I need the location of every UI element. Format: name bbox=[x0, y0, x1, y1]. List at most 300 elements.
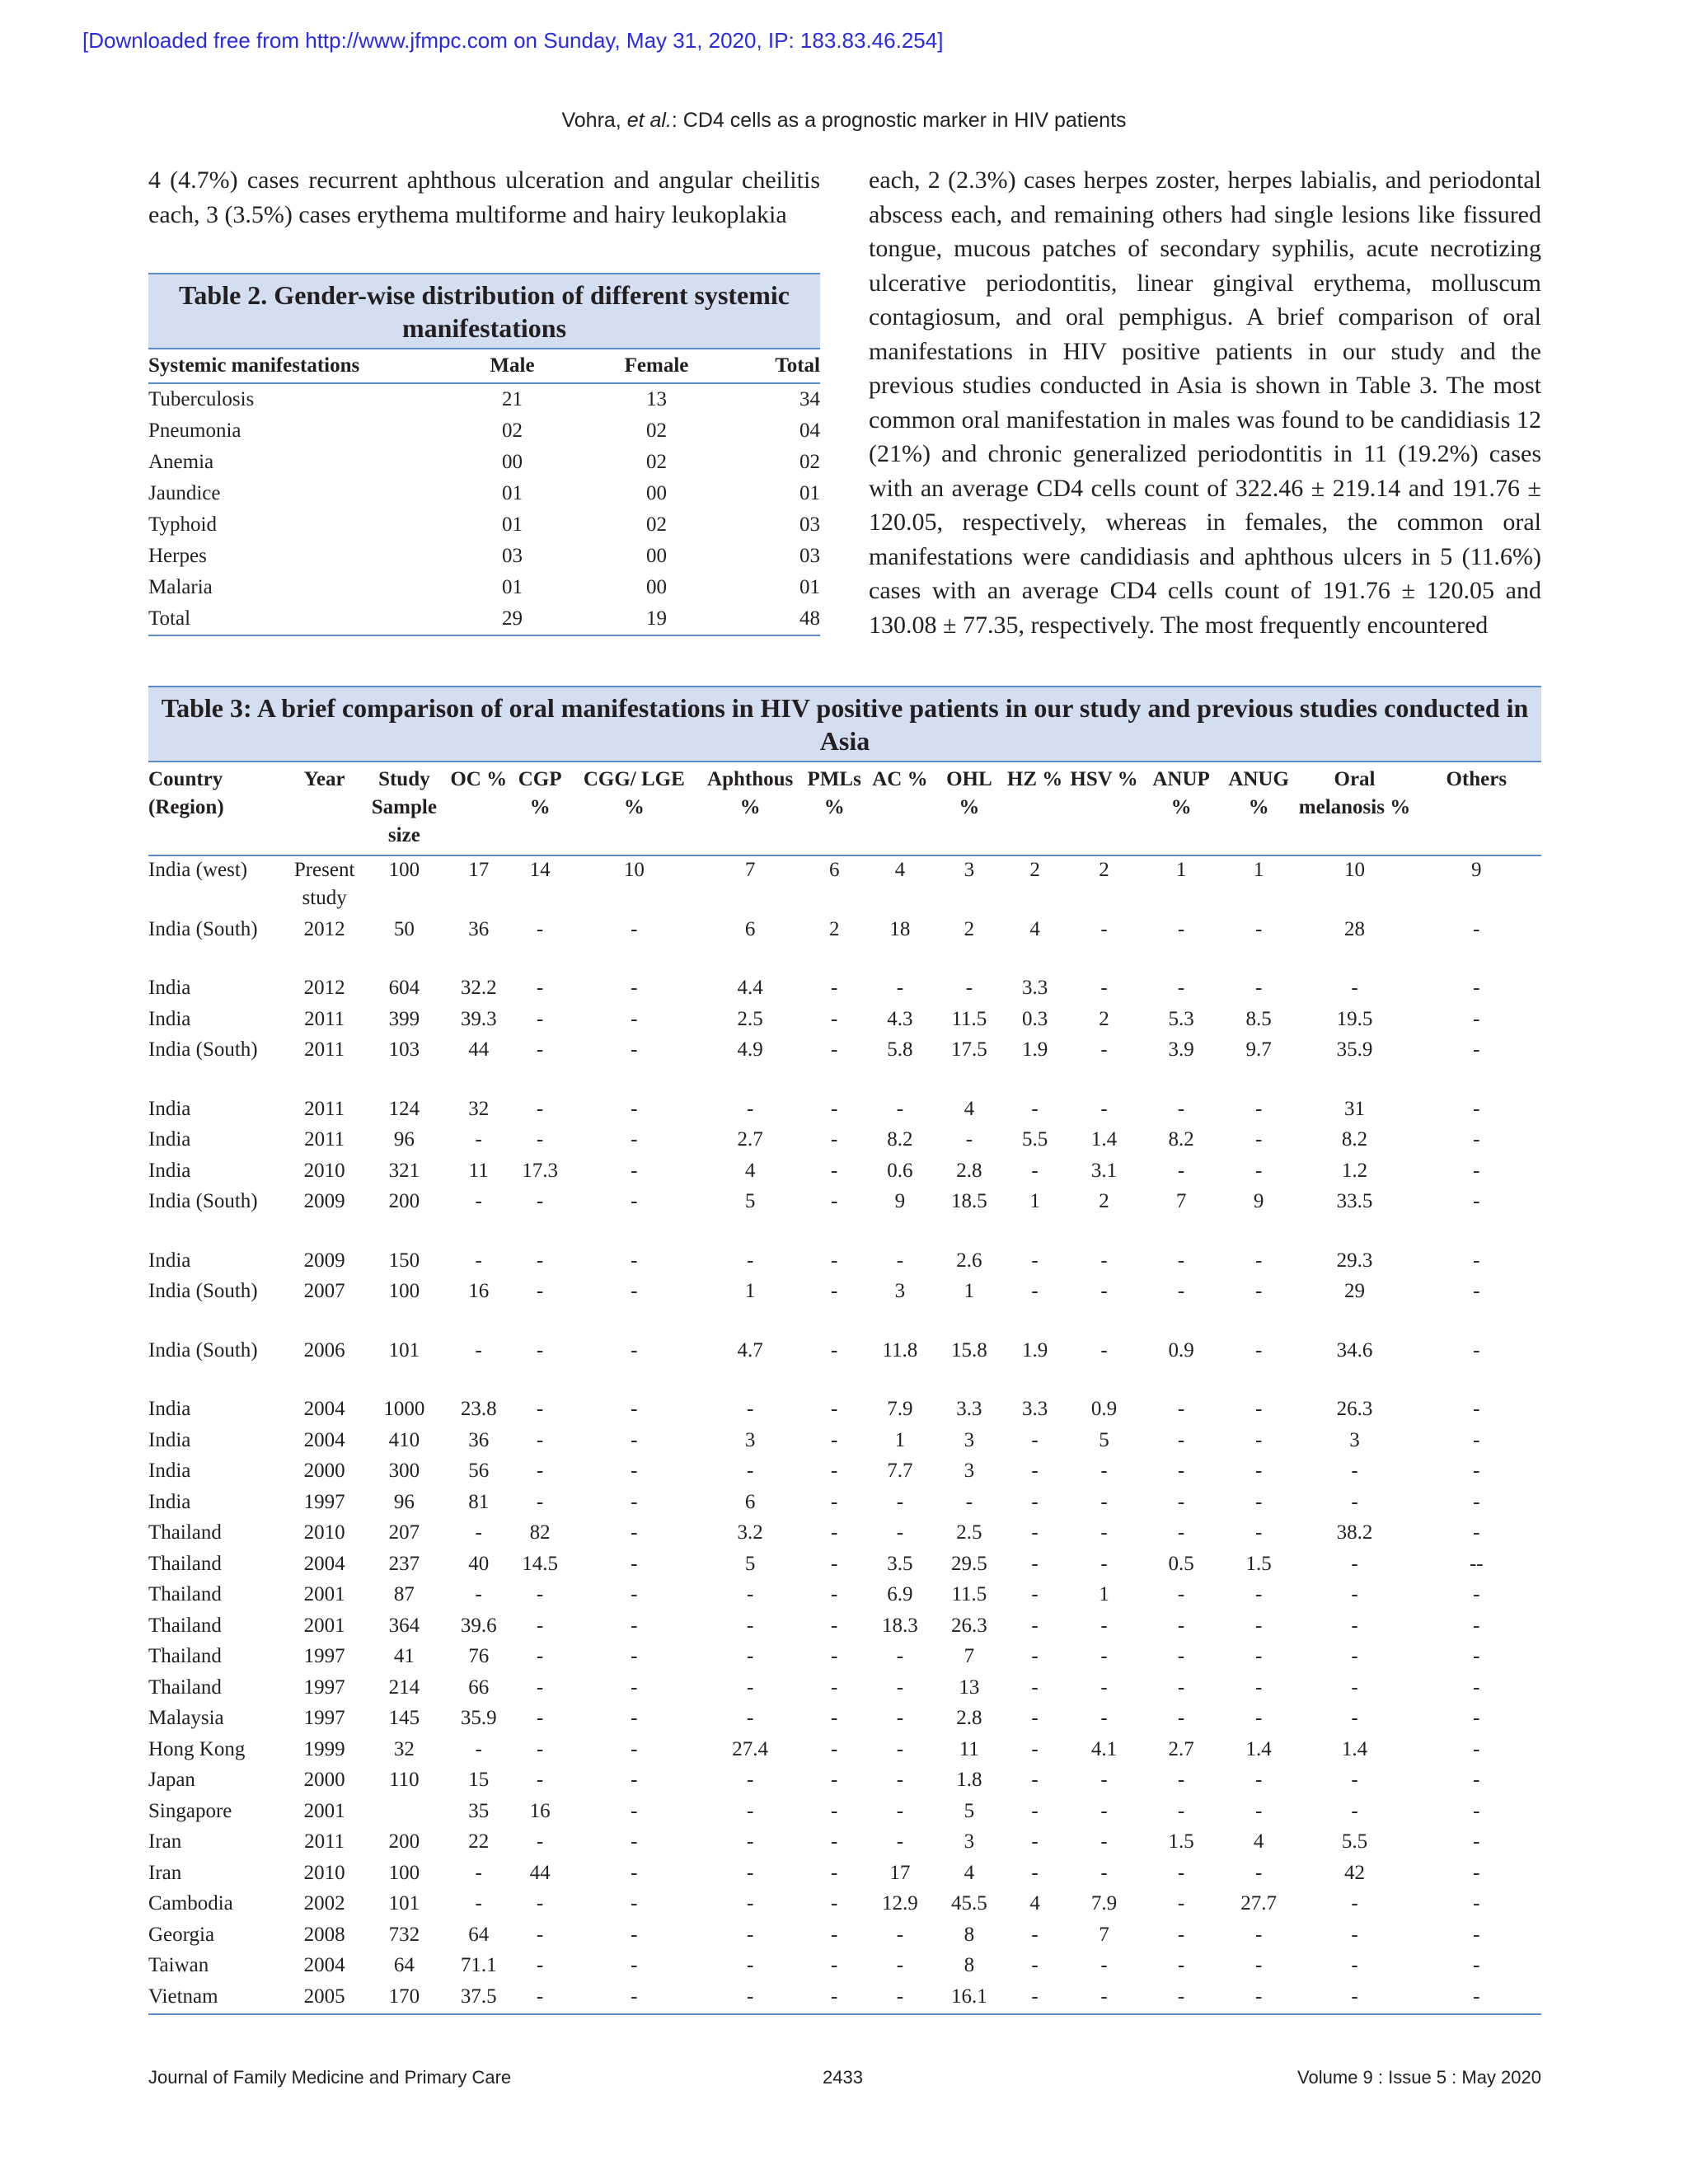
table-3-cell: - bbox=[896, 1490, 904, 1513]
table-3-cell: - bbox=[536, 1892, 544, 1915]
table-3-row bbox=[148, 1488, 1541, 1520]
table-3-cell: - bbox=[1473, 1097, 1480, 1120]
table-3-row bbox=[148, 974, 1541, 1005]
table-3-cell: - bbox=[1473, 1830, 1480, 1853]
table-3-cell: -- bbox=[1469, 1552, 1484, 1575]
table-3-cell: 9 bbox=[1471, 859, 1482, 881]
table-3-cell: 4.4 bbox=[737, 977, 763, 999]
table-3-cell: - bbox=[631, 1428, 638, 1451]
table-3-cell: - bbox=[1473, 1338, 1480, 1361]
table-3-cell: - bbox=[631, 1249, 638, 1272]
table-3-cell: - bbox=[1100, 1552, 1108, 1575]
table-3-cell: 7 bbox=[1099, 1923, 1109, 1946]
table-3-cell: - bbox=[536, 1428, 544, 1451]
table-3-cell: 3.1 bbox=[1090, 1159, 1118, 1182]
table-3-cell: - bbox=[1100, 1675, 1108, 1699]
table-3-cell: 4.3 bbox=[887, 1007, 913, 1030]
table-3-cell: 4 bbox=[1029, 917, 1040, 940]
table-3-cell: - bbox=[475, 1861, 482, 1884]
table-3-cell: - bbox=[965, 977, 973, 999]
table-3-cell: - bbox=[831, 1830, 838, 1853]
table-3-cell: 5 bbox=[1099, 1428, 1109, 1451]
table-3-cell: - bbox=[536, 1190, 544, 1212]
table-3-cell: - bbox=[896, 1521, 904, 1544]
table-3-cell: 28 bbox=[1344, 917, 1365, 940]
table-3-cell: 18 bbox=[889, 917, 911, 940]
table-3-cell: - bbox=[896, 1799, 904, 1822]
table-3-cell: 3.3 bbox=[1021, 977, 1048, 999]
table-3-cell: India (west) bbox=[148, 859, 248, 881]
table-3-cell: - bbox=[1254, 1583, 1263, 1605]
table-3-cell: - bbox=[1473, 1428, 1480, 1451]
table-3-cell: 7.7 bbox=[887, 1460, 913, 1482]
table-3-cell: 40 bbox=[468, 1552, 490, 1575]
table-2-cell: 21 bbox=[502, 388, 523, 410]
table-3-cell: - bbox=[747, 1583, 754, 1605]
table-3-cell: 1997 bbox=[303, 1675, 345, 1699]
table-3-header: Country (Region) bbox=[148, 762, 288, 855]
table-3-row bbox=[148, 1859, 1541, 1891]
table-3-row bbox=[148, 1890, 1541, 1921]
table-3-cell: - bbox=[1177, 1159, 1185, 1182]
table-3-cell: 10 bbox=[1344, 859, 1365, 881]
table-3-row bbox=[148, 1427, 1541, 1458]
table-3-cell: - bbox=[536, 1460, 544, 1482]
table-3-cell: 1 bbox=[1029, 1190, 1040, 1212]
table-3-cell: - bbox=[1100, 1521, 1108, 1544]
table-3-cell: 3 bbox=[744, 1428, 756, 1451]
table-3-cell: - bbox=[1100, 1830, 1108, 1853]
table-3-cell: - bbox=[1473, 1460, 1480, 1482]
table-3-cell: - bbox=[631, 1398, 638, 1420]
table-3-cell: 19.5 bbox=[1336, 1007, 1373, 1030]
table-3-cell: - bbox=[831, 1675, 838, 1699]
table-3-cell: 2011 bbox=[304, 1007, 345, 1030]
table-2-cell: 03 bbox=[799, 545, 820, 567]
table-3-cell: - bbox=[896, 1675, 904, 1699]
table-3-cell: 32 bbox=[393, 1737, 415, 1760]
table-2-row bbox=[148, 447, 820, 478]
table-3-cell: - bbox=[1254, 1280, 1263, 1302]
table-3-cell: 8.5 bbox=[1245, 1007, 1272, 1030]
table-3-cell: India bbox=[148, 1398, 191, 1420]
table-3-cell: - bbox=[1351, 1769, 1358, 1791]
table-3-cell: - bbox=[1473, 1861, 1480, 1884]
table-3-cell: India bbox=[148, 1460, 191, 1482]
table-3-cell: - bbox=[831, 1737, 838, 1760]
table-3-cell: 33.5 bbox=[1336, 1190, 1373, 1212]
table-3-cell: - bbox=[1031, 1799, 1039, 1822]
table-3-cell: - bbox=[803, 1983, 866, 2015]
table-3-row bbox=[148, 1736, 1541, 1767]
table-3-cell: Vietnam bbox=[148, 1983, 288, 2015]
table-3-cell: - bbox=[1031, 1159, 1039, 1182]
table-3-cell: 207 bbox=[388, 1521, 420, 1544]
table-3-cell: 101 bbox=[388, 1892, 420, 1915]
table-3-row bbox=[148, 1797, 1541, 1829]
table-3-row bbox=[148, 1674, 1541, 1705]
table-3-cell: 103 bbox=[388, 1038, 420, 1061]
table-3-cell: - bbox=[1031, 1830, 1039, 1853]
table-3-cell: - bbox=[1473, 1490, 1480, 1513]
table-3-cell: 4 bbox=[964, 1097, 975, 1120]
table-3-header: ANUG % bbox=[1220, 762, 1298, 855]
table-3-cell: - bbox=[1031, 1707, 1039, 1729]
table-3-cell: India bbox=[148, 1159, 191, 1182]
table-3-cell: - bbox=[631, 1038, 638, 1061]
table-3-cell: 3.3 bbox=[1021, 1398, 1048, 1420]
table-3-cell: - bbox=[536, 1707, 544, 1729]
table-3-cell: 5.5 bbox=[1341, 1830, 1368, 1853]
table-3-cell: - bbox=[1254, 917, 1263, 940]
table-3-cell: - bbox=[1254, 1460, 1263, 1482]
table-3-cell: - bbox=[1473, 1159, 1480, 1182]
table-3-cell: - bbox=[831, 1460, 838, 1482]
table-3-row bbox=[148, 916, 1541, 975]
table-3-cell: 45.5 bbox=[950, 1892, 987, 1915]
table-3-cell: 81 bbox=[468, 1490, 490, 1513]
table-3-cell: 604 bbox=[388, 977, 420, 999]
table-3-cell: 0.3 bbox=[1021, 1007, 1048, 1030]
table-3-cell: - bbox=[1100, 1097, 1108, 1120]
table-3-cell: - bbox=[1254, 1799, 1263, 1822]
table-2-cell: 01 bbox=[799, 576, 820, 598]
table-3-cell: - bbox=[1351, 1490, 1358, 1513]
table-3-cell: - bbox=[631, 1614, 638, 1637]
table-2-row bbox=[148, 572, 820, 603]
table-3-cell: 34.6 bbox=[1336, 1338, 1373, 1361]
table-3-cell: 5 bbox=[744, 1552, 756, 1575]
table-3-cell: 3 bbox=[964, 1460, 975, 1482]
table-3-cell: - bbox=[1297, 1983, 1411, 2015]
table-3-cell: - bbox=[1177, 1923, 1185, 1946]
table-3-cell: - bbox=[831, 1923, 838, 1946]
table-3-cell: - bbox=[1031, 1521, 1039, 1544]
table-3-cell: - bbox=[631, 1460, 638, 1482]
table-3-cell: - bbox=[631, 1338, 638, 1361]
table-3-header: OC % bbox=[448, 762, 509, 855]
table-3-cell: - bbox=[1473, 1007, 1480, 1030]
table-3-cell: - bbox=[1100, 1799, 1108, 1822]
table-3-cell: 237 bbox=[388, 1552, 420, 1575]
table-3-cell: - bbox=[1351, 1923, 1358, 1946]
table-2-cell: 00 bbox=[646, 576, 667, 598]
table-3-cell: 2010 bbox=[303, 1521, 345, 1544]
table-3-cell: 3.3 bbox=[956, 1398, 982, 1420]
table-3-header: Aphthous % bbox=[697, 762, 803, 855]
table-3-cell: Malaysia bbox=[148, 1707, 224, 1729]
table-3-cell: - bbox=[831, 1338, 838, 1361]
table-3-cell: - bbox=[1473, 1799, 1480, 1822]
table-3-cell: 16 bbox=[529, 1799, 551, 1822]
table-3-cell: - bbox=[747, 1954, 754, 1976]
table-3-cell: 2.5 bbox=[737, 1007, 763, 1030]
table-3-cell: 15.8 bbox=[950, 1338, 987, 1361]
table-3-cell: 200 bbox=[388, 1830, 420, 1853]
table-3-cell: 32.2 bbox=[460, 977, 497, 999]
table-3-cell: - bbox=[831, 1583, 838, 1605]
table-3-cell: - bbox=[1031, 1428, 1039, 1451]
table-3-cell: - bbox=[831, 1707, 838, 1729]
table-3-cell: 1 bbox=[894, 1428, 906, 1451]
table-3-cell: - bbox=[631, 1675, 638, 1699]
table-2-header: Female bbox=[563, 349, 750, 383]
table-3-cell: - bbox=[536, 1038, 544, 1061]
table-3-cell: 64 bbox=[393, 1954, 415, 1976]
table-3-cell: 9 bbox=[1253, 1190, 1264, 1212]
table-3-cell: 9.7 bbox=[1245, 1038, 1272, 1061]
right-column-text: each, 2 (2.3%) cases herpes zoster, herpes labialis, and periodontal abscess each, and remaining others had single lesions like fissured tongue, mucous patches of secondary syphilis, acute necrotizing ulcerative periodontitis, linear gingival erythema, molluscum contagiosum, and oral pemphigus. A brief comparison of oral manifestations in HIV positive patients in our study and the previous studies conducted in Asia is shown in Table 3. The most common oral manifestation in males was found to be candidiasis 12 (21%) and chronic generalized periodontitis in 11 (19.2%) cases with an average CD4 cells count of 322.46 ± 219.14 and 191.76 ± 120.05, respectively, whereas in females, the common oral manifestations were candidiasis and aphthous ulcers in 5 (11.6%) cases with an average CD4 cells count of 191.76 ± 120.05 and 130.08 ± 77.35, respectively. The most frequently encountered bbox=[869, 166, 1541, 639]
table-3-cell: 36 bbox=[468, 1428, 490, 1451]
table-3-cell: - bbox=[1351, 1675, 1358, 1699]
table-3-cell: - bbox=[536, 1645, 544, 1667]
table-3-cell: 1 bbox=[964, 1280, 975, 1302]
table-3-cell: - bbox=[1100, 977, 1108, 999]
table-3-caption: Table 3: A brief comparison of oral manifestations in HIV positive patients in our study and previous studies conducted in Asia bbox=[148, 686, 1541, 762]
table-3-cell: - bbox=[965, 1128, 973, 1151]
table-3-cell: - bbox=[1004, 1983, 1065, 2015]
table-3-cell: - bbox=[1254, 977, 1263, 999]
table-3-cell: - bbox=[1351, 1460, 1358, 1482]
table-3-cell: 31 bbox=[1344, 1097, 1365, 1120]
table-3-cell: - bbox=[1177, 1521, 1185, 1544]
table-3-cell: 2001 bbox=[303, 1614, 345, 1637]
table-2-cell: 03 bbox=[799, 513, 820, 536]
table-3-cell: - bbox=[631, 1490, 638, 1513]
table-2-cell: 02 bbox=[646, 513, 667, 536]
table-3-row bbox=[148, 855, 1541, 916]
table-3-cell: - bbox=[1254, 1428, 1263, 1451]
table-3-cell: - bbox=[1473, 1923, 1480, 1946]
left-column-text: 4 (4.7%) cases recurrent aphthous ulceration and angular cheilitis each, 3 (3.5%) cases erythema multiforme and hairy leukoplakia bbox=[148, 166, 820, 228]
table-3-row bbox=[148, 1157, 1541, 1188]
table-3-cell: - bbox=[1351, 1892, 1358, 1915]
table-3-cell: 200 bbox=[388, 1190, 420, 1212]
table-3-cell: 2009 bbox=[303, 1190, 345, 1212]
table-2-header: Male bbox=[462, 349, 563, 383]
table-3-cell: - bbox=[1031, 1737, 1039, 1760]
table-3-cell: - bbox=[1031, 1675, 1039, 1699]
table-3-cell: - bbox=[1254, 1128, 1263, 1151]
table-3-cell: 2002 bbox=[303, 1892, 345, 1915]
table-3-cell: - bbox=[631, 1552, 638, 1575]
table-3-cell: - bbox=[475, 1521, 482, 1544]
table-3-cell: - bbox=[1177, 1954, 1185, 1976]
table-2-header: Systemic manifestations bbox=[148, 349, 462, 383]
table-3-cell: 11 bbox=[468, 1159, 489, 1182]
table-3-cell: - bbox=[896, 1097, 904, 1120]
table-3-cell: 36 bbox=[468, 917, 490, 940]
table-3-cell: - bbox=[747, 1861, 754, 1884]
table-3-cell: - bbox=[831, 1398, 838, 1420]
table-3-cell: 2000 bbox=[303, 1460, 345, 1482]
table-2-row bbox=[148, 603, 820, 635]
table-3-cell: - bbox=[1351, 1799, 1358, 1822]
table-3-cell: - bbox=[1473, 1280, 1480, 1302]
table-2-cell: Tuberculosis bbox=[148, 388, 255, 410]
table-3-cell: - bbox=[1254, 1954, 1263, 1976]
table-3-cell: 23.8 bbox=[460, 1398, 497, 1420]
table-3-cell: 4.7 bbox=[737, 1338, 763, 1361]
table-3-cell: - bbox=[831, 1861, 838, 1884]
table-3-cell: - bbox=[536, 1769, 544, 1791]
table-3-cell bbox=[360, 1797, 448, 1829]
table-3-cell: 27.4 bbox=[732, 1737, 769, 1760]
table-3-cell: - bbox=[896, 1645, 904, 1667]
table-3-cell: India bbox=[148, 1128, 191, 1151]
table-2-cell: 34 bbox=[799, 388, 820, 410]
table-3-cell: 5.8 bbox=[887, 1038, 913, 1061]
table-3-cell: - bbox=[1031, 1645, 1039, 1667]
table-3-cell: 2001 bbox=[303, 1799, 345, 1822]
table-3-cell: Thailand bbox=[148, 1552, 222, 1575]
table-3-cell: - bbox=[1473, 1645, 1480, 1667]
table-3-cell: India (South) bbox=[148, 1338, 258, 1361]
table-3-cell: - bbox=[1254, 1490, 1263, 1513]
table-3-cell: 1.9 bbox=[1021, 1338, 1048, 1361]
table-2-cell: 00 bbox=[502, 451, 523, 473]
table-3-cell: - bbox=[1254, 1249, 1263, 1272]
table-3-cell: 14 bbox=[529, 859, 551, 881]
table-3-cell: 1.5 bbox=[1245, 1552, 1272, 1575]
table-3-cell: India bbox=[148, 977, 191, 999]
table-3-cell: - bbox=[1177, 1861, 1185, 1884]
table-3-cell: - bbox=[631, 917, 638, 940]
table-3-cell: - bbox=[1031, 1460, 1039, 1482]
table-3-cell: 2 bbox=[1099, 1190, 1109, 1212]
table-3-cell: 2 bbox=[1099, 1007, 1109, 1030]
table-3-cell: - bbox=[631, 1159, 638, 1182]
table-3-cell: - bbox=[1177, 1460, 1185, 1482]
table-2-cell: Malaria bbox=[148, 576, 213, 598]
table-3-cell: 2.8 bbox=[956, 1707, 982, 1729]
table-3-cell: - bbox=[965, 1490, 973, 1513]
table-3-cell: - bbox=[747, 1675, 754, 1699]
table-3-cell: - bbox=[631, 1521, 638, 1544]
table-3-cell: 11.5 bbox=[951, 1007, 987, 1030]
running-head-title: : CD4 cells as a prognostic marker in HIV patients bbox=[671, 109, 1127, 132]
table-3-cell: 1 bbox=[1175, 859, 1187, 881]
table-3-cell: 29.5 bbox=[950, 1552, 987, 1575]
table-2-cell: 19 bbox=[563, 603, 750, 635]
table-3-cell: 150 bbox=[388, 1249, 420, 1272]
table-3-cell: - bbox=[1100, 1249, 1108, 1272]
table-2-cell: 04 bbox=[799, 419, 820, 442]
table-3-cell: 11.5 bbox=[951, 1583, 987, 1605]
table-3-cell: - bbox=[747, 1769, 754, 1791]
table-3-cell: - bbox=[747, 1614, 754, 1637]
table-3-cell: - bbox=[1100, 1280, 1108, 1302]
table-3-row bbox=[148, 1704, 1541, 1736]
table-3-cell: Present study bbox=[293, 859, 355, 909]
table-3-cell: 13 bbox=[959, 1675, 980, 1699]
table-3-cell: 8 bbox=[964, 1954, 975, 1976]
table-3-cell: 22 bbox=[468, 1830, 490, 1853]
table-3-cell: 96 bbox=[393, 1128, 415, 1151]
table-3-cell: 2011 bbox=[304, 1038, 345, 1061]
table-3-row bbox=[148, 1337, 1541, 1396]
table-3-cell: 5.5 bbox=[1021, 1128, 1048, 1151]
table-3-cell: - bbox=[1473, 1769, 1480, 1791]
table-3-cell: - bbox=[1473, 1038, 1480, 1061]
table-3-cell: - bbox=[831, 1892, 838, 1915]
table-3-cell: - bbox=[1473, 1190, 1480, 1212]
table-3-cell: 17.3 bbox=[522, 1159, 558, 1182]
table-3-cell: 37.5 bbox=[448, 1983, 509, 2015]
table-2-row bbox=[148, 478, 820, 509]
table-3-cell: - bbox=[1254, 1338, 1263, 1361]
table-3-cell: 11 bbox=[959, 1737, 979, 1760]
table-3-cell: - bbox=[1031, 1583, 1039, 1605]
table-3-cell: - bbox=[831, 1552, 838, 1575]
table-3-row bbox=[148, 1095, 1541, 1127]
table-3-cell: 100 bbox=[388, 1861, 420, 1884]
table-3-cell: - bbox=[1031, 1552, 1039, 1575]
table-3-cell: - bbox=[831, 1007, 838, 1030]
table-3-cell: 2010 bbox=[303, 1861, 345, 1884]
table-3-cell: - bbox=[1177, 1645, 1185, 1667]
table-3-cell: India bbox=[148, 1249, 191, 1272]
table-3-cell: - bbox=[747, 1398, 754, 1420]
table-3-cell: - bbox=[1351, 1954, 1358, 1976]
table-3-cell: 39.6 bbox=[460, 1614, 497, 1637]
table-3-row bbox=[148, 1766, 1541, 1797]
table-3-cell: 5.3 bbox=[1168, 1007, 1194, 1030]
table-3-cell: 66 bbox=[468, 1675, 490, 1699]
table-3-cell: 32 bbox=[468, 1097, 490, 1120]
table-3-cell: 1997 bbox=[303, 1645, 345, 1667]
table-2-cell: 48 bbox=[750, 603, 820, 635]
table-3-cell: 2011 bbox=[304, 1830, 345, 1853]
table-3-cell: 2012 bbox=[303, 917, 345, 940]
table-3-cell: - bbox=[831, 1521, 838, 1544]
table-3-cell: - bbox=[747, 1892, 754, 1915]
table-3-cell: - bbox=[747, 1799, 754, 1822]
table-3-cell: - bbox=[1351, 1552, 1358, 1575]
table-3-cell: 2011 bbox=[304, 1097, 345, 1120]
table-3-cell: 96 bbox=[393, 1490, 415, 1513]
table-3-row bbox=[148, 1983, 1541, 2015]
table-3-header: Others bbox=[1412, 762, 1541, 855]
table-3-cell: - bbox=[631, 1645, 638, 1667]
table-3-cell: - bbox=[475, 1737, 482, 1760]
table-3-row bbox=[148, 1036, 1541, 1095]
table-3-cell: 26.3 bbox=[1336, 1398, 1373, 1420]
table-3-cell: - bbox=[747, 1460, 754, 1482]
table-3-cell: 7 bbox=[964, 1645, 975, 1667]
table-2-caption: Table 2. Gender-wise distribution of different systemic manifestations bbox=[148, 273, 820, 349]
table-3-cell: Hong Kong bbox=[148, 1737, 246, 1760]
table-3-cell: 4.1 bbox=[1090, 1737, 1118, 1760]
table-3-cell: 8 bbox=[964, 1923, 975, 1946]
table-3-cell: - bbox=[1254, 1645, 1263, 1667]
table-3-cell: - bbox=[865, 1983, 934, 2015]
table-3-cell: - bbox=[1473, 1521, 1480, 1544]
table-3-cell: 2009 bbox=[303, 1249, 345, 1272]
table-3-cell: - bbox=[747, 1097, 754, 1120]
table-3-cell: - bbox=[1412, 1983, 1541, 2015]
table-3-cell: - bbox=[631, 1583, 638, 1605]
table-3-cell: - bbox=[1177, 1769, 1185, 1791]
table-3-cell: - bbox=[1254, 1675, 1263, 1699]
table-3-cell: 71.1 bbox=[460, 1954, 497, 1976]
table-3-cell: - bbox=[1100, 1954, 1108, 1976]
table-2 bbox=[148, 273, 820, 636]
table-3-cell: - bbox=[631, 1280, 638, 1302]
table-3-cell: - bbox=[896, 1737, 904, 1760]
table-3-cell: 7.9 bbox=[887, 1398, 913, 1420]
table-3-cell: 17 bbox=[468, 859, 490, 881]
